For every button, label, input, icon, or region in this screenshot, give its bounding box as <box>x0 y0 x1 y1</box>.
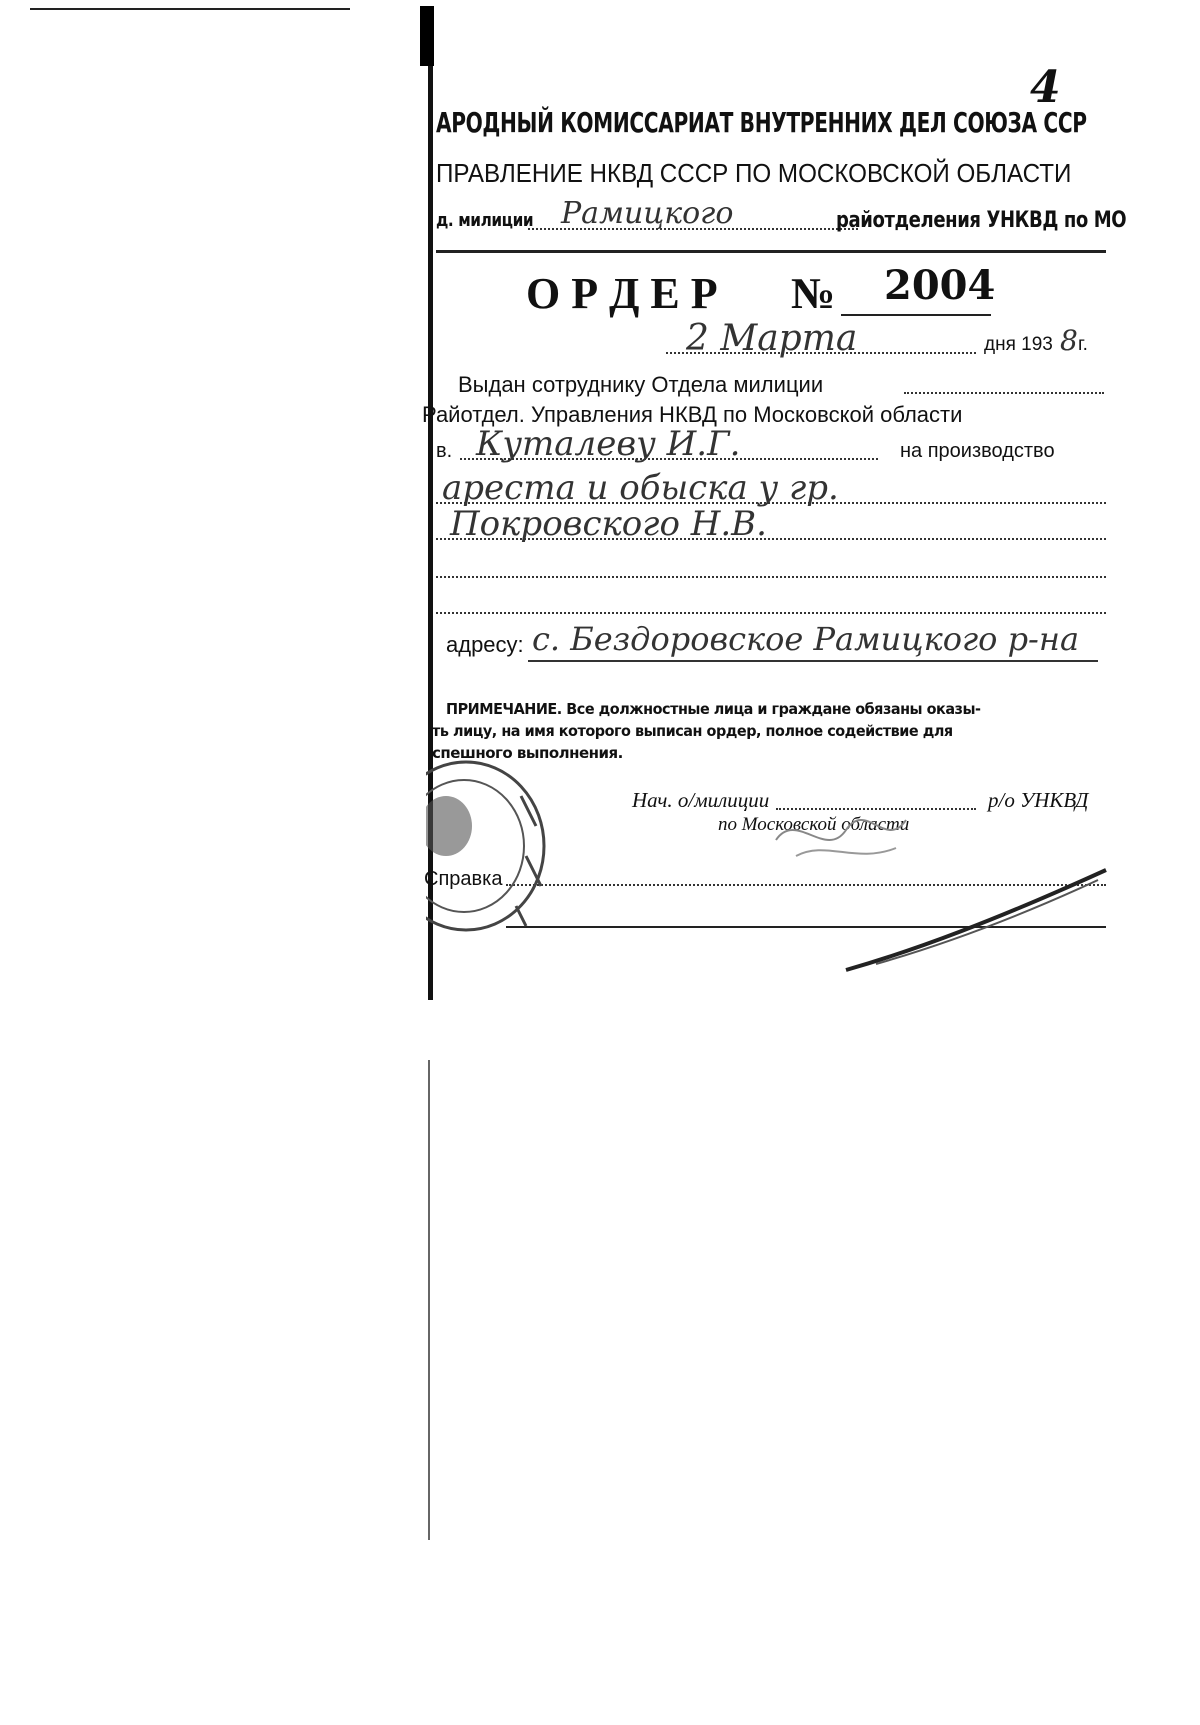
issued-purpose-line1: ареста и обыска у гр. <box>442 468 839 508</box>
signature-chief-suffix: р/о УНКВД <box>988 788 1089 812</box>
header-militia-suffix: райотделения УНКВД по МО <box>836 208 1127 233</box>
signature-region: по Московской области <box>718 814 910 835</box>
scan-edge-top <box>30 8 350 10</box>
issued-line1-dotline <box>904 392 1104 394</box>
issued-purpose-line2: Покровского Н.В. <box>450 504 767 544</box>
order-number-underline <box>841 314 991 316</box>
signature-stroke <box>836 860 1116 980</box>
order-number: 2004 <box>884 262 996 309</box>
note-line3: спешного выполнения. <box>432 744 623 762</box>
date-suffix: дня 193 <box>984 334 1053 355</box>
address-label: адресу: <box>446 632 524 657</box>
issued-line2: Райотдел. Управления НКВД по Московской области <box>422 402 963 427</box>
header-divider <box>436 250 1106 253</box>
order-title: О Р Д Е Р <box>526 269 718 318</box>
blank-dotline-2 <box>436 612 1106 614</box>
header-commissariat: АРОДНЫЙ КОМИССАРИАТ ВНУТРЕННИХ ДЕЛ СОЮЗА ССР <box>436 106 1087 139</box>
issued-line1: Выдан сотруднику Отдела милиции <box>458 372 824 397</box>
issued-purpose-dotline2 <box>436 538 1106 540</box>
header-corner-mark: 4 <box>1030 62 1061 113</box>
issued-line3-suffix: на производство <box>900 440 1055 462</box>
date-year-suffix: г. <box>1078 334 1088 355</box>
warrant-document <box>422 0 1127 1000</box>
signature-chief-prefix: Нач. о/милиции <box>632 788 770 812</box>
issued-line3-prefix: в. <box>436 440 453 462</box>
note-line1-text: Все должностные лица и граждане обязаны оказы- <box>566 700 981 718</box>
scan-binding-edge-top <box>420 6 434 66</box>
header-directorate: ПРАВЛЕНИЕ НКВД СССР ПО МОСКОВСКОЙ ОБЛАСТИ <box>436 158 1072 188</box>
note-line2: ть лицу, на имя которого выписан ордер, полное содействие для <box>432 722 953 740</box>
note-label: ПРИМЕЧАНИЕ. <box>446 700 562 718</box>
footer-label: Справка <box>424 868 503 890</box>
issued-employee-handwritten: Куталеву И.Г. <box>476 424 741 464</box>
note-line1 <box>446 700 980 718</box>
date-year-digit: 8 <box>1060 324 1078 357</box>
scan-lower-edge <box>428 1060 430 1540</box>
header-militia-handwritten: Рамицкого <box>561 196 734 231</box>
blank-dotline-1 <box>436 576 1106 578</box>
official-stamp <box>426 756 556 936</box>
header-militia-prefix: д. милиции <box>436 210 534 231</box>
address-handwritten: с. Бездоровское Рамицкого р-на <box>532 620 1080 658</box>
order-number-sign: № <box>791 269 836 318</box>
date-dotline <box>666 352 976 354</box>
address-underline <box>528 660 1098 662</box>
date-handwritten: 2 Марта <box>686 318 858 359</box>
